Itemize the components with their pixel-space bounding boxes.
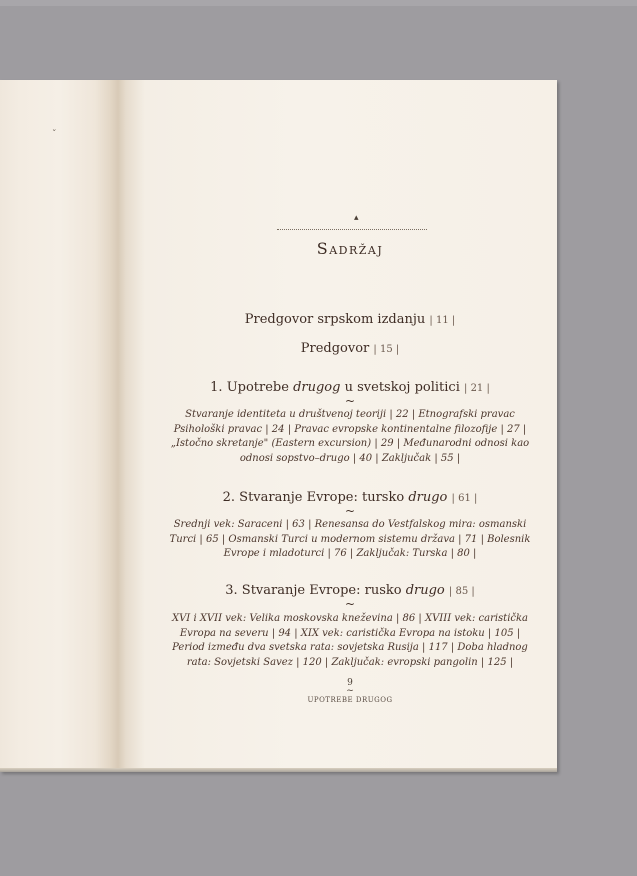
- chapter-2-sub-line: Evrope i mladoturci | 76 | Zaključak: Turska | 80 |: [223, 548, 477, 559]
- page-bottom-edge: [0, 768, 557, 772]
- toc-entry-preface-serbian: Predgovor srpskom izdanju | 11 |: [244, 312, 456, 327]
- toc-chapter-2: 2. Stvaranje Evrope: tursko drugo | 61 |: [222, 490, 478, 505]
- chapter-1-sub-line: Psihološki pravac | 24 | Pravac evropske kontinentalne filozofije | 27 |: [173, 424, 527, 435]
- page-title: Sadržaj: [316, 239, 384, 258]
- book-page: [0, 80, 557, 772]
- chapter-3-sub-line: Period između dva svetska rata: sovjetska Rusija | 117 | Doba hladnog: [172, 642, 528, 653]
- chapter-1-tilde: ~: [344, 394, 356, 408]
- chapter-3-sub-line: Evropa na severu | 94 | XIX vek: caristička Evropa na istoku | 105 |: [179, 628, 521, 639]
- chapter-1-sub-line: „Istočno skretanje" (Eastern excursion) | 29 | Međunarodni odnosi kao: [170, 438, 530, 449]
- chapter-2-tilde: ~: [344, 504, 356, 518]
- chapter-2-sub-line: Turci | 65 | Osmanski Turci u modernom sistemu država | 71 | Bolesnik: [169, 534, 531, 545]
- running-head: UPOTREBE DRUGOG: [307, 696, 393, 704]
- scan-background-top: [0, 0, 637, 6]
- chapter-3-sub-line: XVI i XVII vek: Velika moskovska kneževina | 86 | XVIII vek: caristička: [171, 613, 529, 624]
- toc-entry-preface: Predgovor | 15 |: [300, 341, 400, 356]
- chapter-1-sub-line: odnosi sopstvo–drugo | 40 | Zaključak | 55 |: [239, 453, 461, 464]
- toc-chapter-1: 1. Upotrebe drugog u svetskoj politici | 21 |: [210, 380, 490, 395]
- page-number: 9: [347, 678, 353, 688]
- chapter-1-sub-line: Stvaranje identiteta u društvenoj teoriji | 22 | Etnografski pravac: [185, 409, 515, 420]
- chapter-3-tilde: ~: [344, 597, 356, 611]
- ornament-mark: ▴: [354, 213, 359, 223]
- paper-speck: ˇ: [52, 130, 57, 140]
- dotted-rule: [277, 229, 427, 230]
- toc-chapter-3: 3. Stvaranje Evrope: rusko drugo | 85 |: [225, 583, 475, 598]
- chapter-3-sub-line: rata: Sovjetski Savez | 120 | Zaključak: evropski pangolin | 125 |: [186, 657, 514, 668]
- chapter-2-sub-line: Srednji vek: Saraceni | 63 | Renesansa do Vestfalskog mira: osmanski: [173, 519, 527, 530]
- page-number-tilde: ~: [346, 686, 354, 696]
